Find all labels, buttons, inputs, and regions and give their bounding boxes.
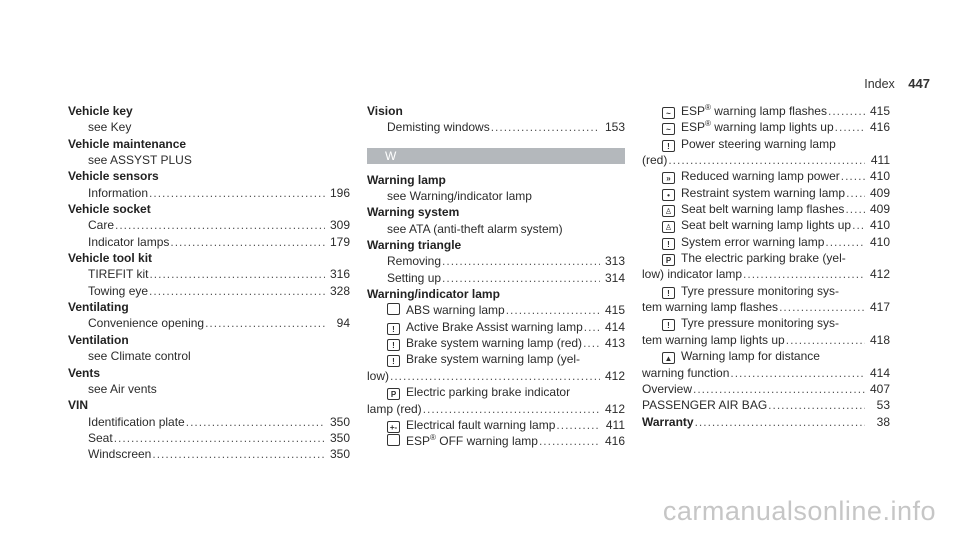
entry-text: Towing eye <box>88 283 149 298</box>
leader-dots <box>149 283 325 299</box>
page-ref[interactable]: 153 <box>604 120 625 135</box>
heading-text: Warning triangle <box>367 238 462 253</box>
page-ref[interactable]: 38 <box>876 414 890 429</box>
leader-dots <box>186 414 325 430</box>
entry-text: warning function <box>642 365 730 380</box>
index-entry[interactable] <box>642 217 890 233</box>
index-heading <box>68 136 350 152</box>
index-entry[interactable] <box>367 253 625 269</box>
tyre-pressure-icon: ! <box>662 287 675 299</box>
brake-system-icon: ! <box>387 339 400 351</box>
page-ref[interactable]: 410 <box>869 169 890 184</box>
leader-dots <box>825 234 865 250</box>
index-heading <box>367 237 625 253</box>
index-heading <box>367 172 625 188</box>
entry-text: TIREFIT kit <box>88 267 149 282</box>
index-entry[interactable] <box>367 319 625 335</box>
index-entry <box>642 136 890 152</box>
entry-text: ESP® warning lamp flashes <box>681 103 827 118</box>
heading-text: Vehicle tool kit <box>68 251 153 266</box>
entry-text: Electrical fault warning lamp <box>406 417 556 432</box>
leader-dots <box>583 335 600 351</box>
cross-reference[interactable] <box>68 348 350 364</box>
leader-dots <box>149 185 325 201</box>
reduced-power-icon: » <box>662 172 675 184</box>
page-ref[interactable]: 94 <box>336 316 350 331</box>
index-entry[interactable] <box>68 430 350 446</box>
index-entry[interactable] <box>68 234 350 250</box>
page-ref[interactable]: 196 <box>329 185 350 200</box>
leader-dots <box>506 302 600 318</box>
seat-belt-icon: ♙ <box>662 221 675 233</box>
index-entry[interactable] <box>642 299 890 315</box>
entry-text: tem warning lamp lights up <box>642 332 785 347</box>
index-heading <box>68 397 350 413</box>
cross-reference[interactable] <box>367 188 625 204</box>
index-entry[interactable] <box>367 270 625 286</box>
leader-dots <box>556 417 600 433</box>
entry-text: Demisting windows <box>387 120 490 135</box>
entry-text: Power steering warning lamp <box>681 136 836 151</box>
index-entry <box>367 384 625 400</box>
page-ref[interactable]: 407 <box>869 381 890 396</box>
index-entry[interactable] <box>642 168 890 184</box>
index-entry[interactable] <box>642 266 890 282</box>
page-ref[interactable]: 417 <box>869 300 890 315</box>
page-ref[interactable]: 415 <box>869 104 890 118</box>
entry-text: Overview <box>642 381 693 396</box>
leader-dots <box>390 368 600 384</box>
watermark: carmanualsonline.info <box>662 496 936 526</box>
leader-dots <box>442 253 600 269</box>
page-ref[interactable]: 412 <box>869 267 890 282</box>
leader-dots <box>695 414 865 430</box>
page-ref[interactable]: 328 <box>329 283 350 298</box>
running-head-label: Index <box>864 77 895 91</box>
leader-dots <box>539 433 600 449</box>
entry-text: see ATA (anti-theft alarm system) <box>387 221 563 236</box>
esp-icon: ~ <box>662 107 675 119</box>
heading-text: Vehicle key <box>68 104 133 118</box>
index-entry[interactable] <box>68 283 350 299</box>
index-entry[interactable] <box>642 185 890 201</box>
index-heading <box>68 201 350 217</box>
entry-text: Brake system warning lamp (red) <box>406 336 583 351</box>
index-entry[interactable] <box>367 368 625 384</box>
cross-reference[interactable] <box>68 381 350 397</box>
page-ref[interactable]: 416 <box>869 120 890 135</box>
leader-dots <box>668 152 865 168</box>
heading-text: Vision <box>367 104 403 118</box>
cross-reference[interactable] <box>68 119 350 135</box>
page-ref[interactable]: 411 <box>870 153 890 168</box>
leader-dots <box>491 119 600 135</box>
entry-text: Warning lamp for distance <box>681 349 820 364</box>
section-letter-band <box>367 148 625 164</box>
index-entry <box>642 348 890 364</box>
leader-dots <box>779 299 865 315</box>
index-heading <box>68 299 350 315</box>
index-column-2 <box>367 103 625 450</box>
leader-dots <box>170 234 325 250</box>
leader-dots <box>693 381 865 397</box>
leader-dots <box>786 332 865 348</box>
page-ref[interactable]: 309 <box>329 218 350 233</box>
heading-text: Warning/indicator lamp <box>367 287 500 302</box>
leader-dots <box>835 119 865 135</box>
index-entry[interactable] <box>642 103 890 119</box>
heading-text: Warning lamp <box>367 172 446 187</box>
entry-text: low) <box>367 368 390 383</box>
page-ref[interactable]: 350 <box>329 430 350 445</box>
page-ref[interactable]: 412 <box>604 368 625 383</box>
page-ref[interactable]: 413 <box>604 336 625 351</box>
index-entry[interactable] <box>367 417 625 433</box>
page-ref[interactable]: 350 <box>329 414 350 429</box>
index-heading <box>68 168 350 184</box>
leader-dots <box>152 446 325 462</box>
page-ref[interactable]: 416 <box>604 434 625 449</box>
index-entry[interactable] <box>367 119 625 135</box>
entry-text: Seat <box>88 430 113 445</box>
entry-text: see Key <box>88 120 132 135</box>
leader-dots <box>423 401 600 417</box>
entry-text: Restraint system warning lamp <box>681 185 846 200</box>
entry-text: ESP® OFF warning lamp <box>406 433 538 449</box>
page-ref[interactable]: 414 <box>869 365 890 380</box>
cross-reference[interactable] <box>367 221 625 237</box>
heading-text: Vehicle sensors <box>68 169 159 184</box>
car-error-icon: ! <box>662 238 675 250</box>
leader-dots <box>584 319 600 335</box>
entry-text: Indicator lamps <box>88 234 170 249</box>
heading-text: Vehicle maintenance <box>68 136 187 151</box>
index-heading <box>68 332 350 348</box>
entry-text: see Climate control <box>88 349 191 364</box>
page-ref[interactable]: 415 <box>604 303 625 318</box>
cross-reference[interactable] <box>68 152 350 168</box>
index-entry[interactable] <box>642 201 890 217</box>
distance-warning-icon: ▲ <box>662 352 675 364</box>
page-ref[interactable]: 179 <box>329 234 350 249</box>
page-ref[interactable]: 410 <box>869 234 890 249</box>
page-number: 447 <box>908 76 930 91</box>
index-entry[interactable] <box>367 302 625 318</box>
entry-text: Removing <box>387 254 442 269</box>
entry-text: Setting up <box>387 270 442 285</box>
power-steering-icon: ! <box>662 140 675 152</box>
index-group-w <box>367 172 625 450</box>
esp-icon: ~ <box>662 123 675 135</box>
index-entry <box>642 250 890 266</box>
index-heading <box>68 250 350 266</box>
leader-dots <box>846 185 865 201</box>
parking-brake-icon: P <box>387 388 400 400</box>
leader-dots <box>442 270 600 286</box>
brake-system-icon: ! <box>387 355 400 367</box>
battery-icon: +- <box>387 421 400 433</box>
heading-text: Ventilation <box>68 332 129 347</box>
page-ref[interactable]: 411 <box>605 417 625 432</box>
entry-text: (red) <box>642 153 668 168</box>
entry-text: Information <box>88 185 149 200</box>
index-entry[interactable] <box>68 217 350 233</box>
entry-text: Convenience opening <box>88 316 205 331</box>
page-ref[interactable]: 418 <box>869 332 890 347</box>
parking-brake-icon: P <box>662 254 675 266</box>
page-ref[interactable]: 350 <box>329 447 350 462</box>
index-heading <box>68 365 350 381</box>
entry-text: ABS warning lamp <box>406 303 505 318</box>
leader-dots <box>768 397 865 413</box>
entry-text: Identification plate <box>88 414 185 429</box>
heading-text: Vents <box>68 365 101 380</box>
index-column-3 <box>642 103 890 430</box>
index-entry[interactable] <box>68 446 350 462</box>
leader-dots <box>730 365 865 381</box>
entry-text: System error warning lamp <box>681 234 825 249</box>
page-ref[interactable]: 409 <box>869 202 890 217</box>
abs-icon <box>387 303 400 315</box>
entry-text: Tyre pressure monitoring sys- <box>681 283 840 298</box>
entry-text: Windscreen <box>88 447 152 462</box>
index-heading <box>367 286 625 302</box>
leader-dots <box>205 315 325 331</box>
entry-text: Care <box>88 218 115 233</box>
entry-text: PASSENGER AIR BAG <box>642 398 768 413</box>
running-head <box>864 76 930 91</box>
index-entry[interactable] <box>367 433 625 449</box>
page-ref[interactable]: 412 <box>604 401 625 416</box>
leader-dots <box>852 217 865 233</box>
page-ref[interactable]: 316 <box>329 267 350 282</box>
index-heading <box>367 204 625 220</box>
leader-dots <box>114 430 325 446</box>
entry-text: tem warning lamp flashes <box>642 300 779 315</box>
index-entry[interactable] <box>642 332 890 348</box>
index-entry[interactable] <box>367 335 625 351</box>
index-heading <box>68 103 350 119</box>
entry-text: lamp (red) <box>367 401 422 416</box>
index-entry[interactable] <box>642 365 890 381</box>
leader-dots <box>743 266 865 282</box>
index-entry[interactable] <box>642 397 890 413</box>
index-entry[interactable] <box>68 266 350 282</box>
entry-text: Brake system warning lamp (yel- <box>406 352 581 367</box>
index-column-1 <box>68 103 350 463</box>
leader-dots <box>149 266 325 282</box>
index-entry <box>367 351 625 367</box>
page-ref[interactable]: 53 <box>876 398 890 413</box>
leader-dots <box>828 103 865 119</box>
section-letter: W <box>385 148 397 163</box>
index-group-v-end <box>367 103 625 136</box>
entry-text: Tyre pressure monitoring sys- <box>681 316 840 331</box>
index-entry[interactable] <box>68 185 350 201</box>
entry-text: Reduced warning lamp power <box>681 169 840 184</box>
entry-text: ESP® warning lamp lights up <box>681 119 834 135</box>
index-entry[interactable] <box>68 414 350 430</box>
leader-dots <box>841 168 865 184</box>
leader-dots <box>845 201 865 217</box>
brake-assist-icon: ! <box>387 323 400 335</box>
index-entry[interactable] <box>642 119 890 135</box>
index-entry <box>642 283 890 299</box>
entry-text: Seat belt warning lamp lights up <box>681 218 852 233</box>
tyre-pressure-icon: ! <box>662 319 675 331</box>
heading-text: Warning system <box>367 205 460 220</box>
leader-dots <box>115 217 325 233</box>
entry-text: see ASSYST PLUS <box>88 153 192 168</box>
entry-text: Electric parking brake indicator <box>406 385 571 400</box>
index-entry[interactable] <box>68 315 350 331</box>
heading-text: Vehicle socket <box>68 202 151 217</box>
page-ref[interactable]: 314 <box>604 270 625 285</box>
index-entry <box>642 315 890 331</box>
page-ref[interactable]: 313 <box>604 254 625 269</box>
index-heading <box>367 103 625 119</box>
entry-text: Active Brake Assist warning lamp <box>406 319 583 334</box>
entry-text: see Warning/indicator lamp <box>387 189 532 204</box>
heading-text: Warranty <box>642 414 694 429</box>
restraint-system-icon: • <box>662 189 675 201</box>
esp-off-icon <box>387 434 400 446</box>
heading-text: Ventilating <box>68 300 129 315</box>
entry-text: low) indicator lamp <box>642 267 743 282</box>
entry-text: The electric parking brake (yel- <box>681 251 846 266</box>
index-entry[interactable] <box>642 152 890 168</box>
heading-text: VIN <box>68 398 89 413</box>
entry-text: see Air vents <box>88 381 157 396</box>
page-ref[interactable]: 409 <box>869 185 890 200</box>
entry-text: Seat belt warning lamp flashes <box>681 202 845 217</box>
index-entry[interactable] <box>642 234 890 250</box>
page-ref[interactable]: 414 <box>604 319 625 334</box>
index-entry[interactable] <box>367 401 625 417</box>
index-entry[interactable] <box>642 381 890 397</box>
seat-belt-icon: ♙ <box>662 205 675 217</box>
index-heading-entry[interactable] <box>642 414 890 430</box>
page-ref[interactable]: 410 <box>869 218 890 233</box>
